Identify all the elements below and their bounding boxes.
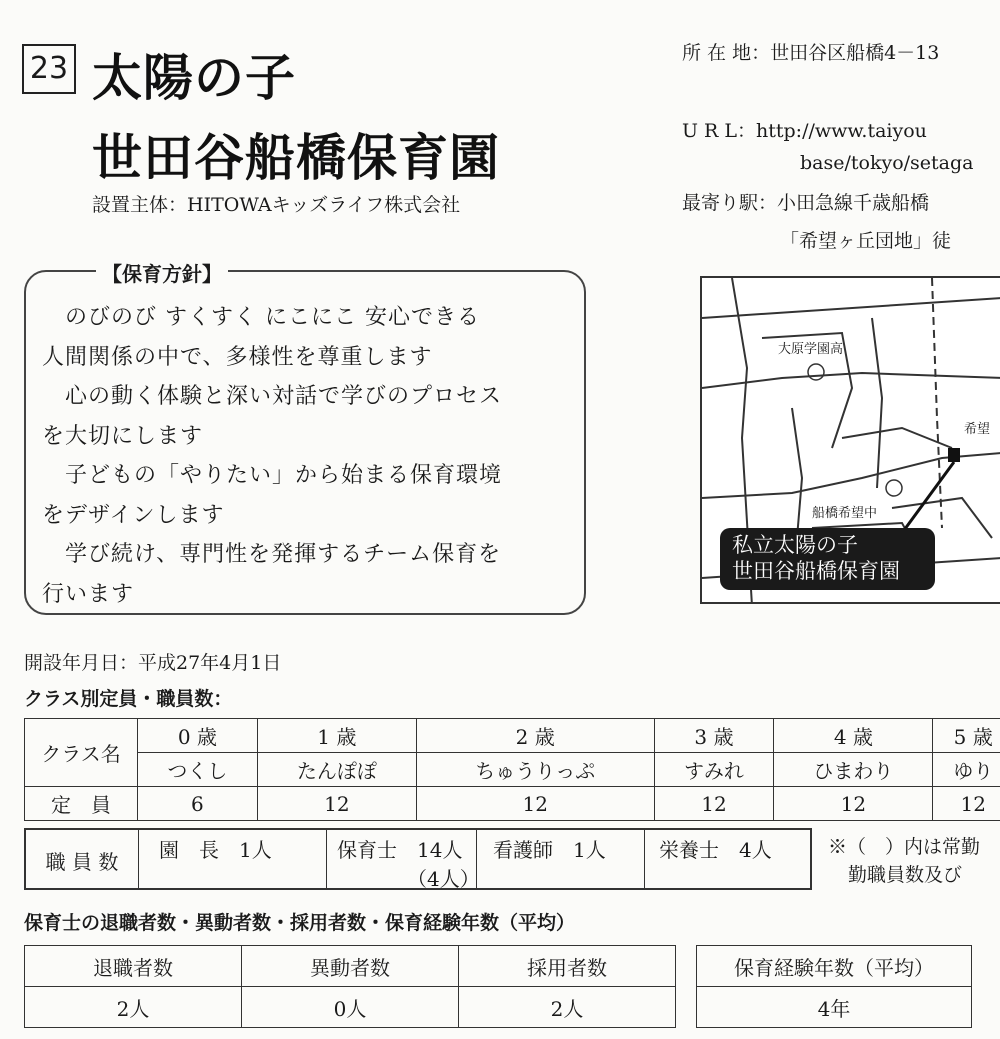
policy-line: 行います — [42, 581, 135, 607]
staff-nursery-teacher-count: 保育士 14人 — [337, 838, 463, 862]
station-line1: 最寄り駅：小田急線千歳船橋 — [682, 192, 930, 214]
address-text: 所 在 地：世田谷区船橋4－13 — [682, 42, 940, 64]
staff-note-line2: 勤職員数及び — [848, 864, 963, 886]
station-line2: 「希望ヶ丘団地」徒 — [780, 230, 952, 252]
map-label-school: 大原学園高 — [778, 342, 844, 357]
capacity-cell: 12 — [933, 787, 1000, 821]
age-cell: 4 歳 — [774, 719, 933, 753]
turnover-value: 2人 — [25, 987, 242, 1028]
turnover-value: 0人 — [242, 987, 459, 1028]
turnover-header: 異動者数 — [242, 946, 459, 987]
policy-line: 人間関係の中で、多様性を尊重します — [42, 344, 433, 370]
staff-nursery-teacher-sub: （4人） — [407, 867, 480, 891]
map-callout — [732, 532, 900, 584]
capacity-cell: 12 — [774, 787, 933, 821]
policy-heading: 【保育方針】 — [96, 258, 228, 287]
turnover-table — [24, 945, 676, 1028]
staff-director: 園 長 1人 — [138, 830, 326, 888]
operator-text: 設置主体：HITOWAキッズライフ株式会社 — [92, 194, 461, 216]
map-callout-line2: 世田谷船橋保育園 — [732, 559, 900, 583]
turnover-header: 退職者数 — [25, 946, 242, 987]
experience-table — [696, 945, 972, 1028]
turnover-heading: 保育士の退職者数・異動者数・採用者数・保育経験年数（平均） — [24, 912, 576, 934]
url-line2[interactable]: base/tokyo/setaga — [800, 152, 974, 174]
staff-nurse: 看護師 1人 — [476, 830, 644, 888]
turnover-value: 2人 — [459, 987, 676, 1028]
class-table — [24, 718, 1000, 821]
age-cell: 1 歳 — [257, 719, 416, 753]
policy-line: をデザインします — [42, 502, 225, 528]
policy-line: 学び続け、専門性を発揮するチーム保育を — [42, 542, 502, 567]
capacity-cell: 6 — [138, 787, 258, 821]
staff-nutritionist: 栄養士 4人 — [644, 830, 810, 888]
experience-header: 保育経験年数（平均） — [697, 946, 972, 987]
url-line1[interactable]: U R L：http://www.taiyou — [682, 120, 927, 142]
age-cell: 2 歳 — [416, 719, 654, 753]
map-callout-line1: 私立太陽の子 — [732, 533, 858, 557]
turnover-header: 採用者数 — [459, 946, 676, 987]
policy-line: のびのび すくすく にこにこ 安心できる — [42, 305, 480, 330]
page-title-line2: 世田谷船橋保育園 — [92, 129, 500, 187]
class-name-cell: すみれ — [654, 753, 774, 787]
staff-label: 職 員 数 — [45, 850, 119, 874]
entry-number: 23 — [22, 44, 76, 94]
experience-value: 4年 — [697, 987, 972, 1028]
staff-note-line1: ※（ ）内は常勤 — [828, 836, 981, 858]
location-map — [700, 276, 1000, 604]
age-cell: 3 歳 — [654, 719, 774, 753]
capacity-cell: 12 — [654, 787, 774, 821]
staff-box — [24, 828, 812, 890]
age-cell: 5 歳 — [933, 719, 1000, 753]
established-date: 開設年月日：平成27年4月1日 — [24, 652, 282, 674]
class-name-cell: ちゅうりっぷ — [416, 753, 654, 787]
class-name-cell: つくし — [138, 753, 258, 787]
capacity-cell: 12 — [416, 787, 654, 821]
capacity-cell: 12 — [257, 787, 416, 821]
staff-nursery-teacher — [326, 830, 480, 891]
capacity-header: 定 員 — [25, 787, 138, 821]
class-name-cell: たんぽぽ — [257, 753, 416, 787]
page-title-line1: 太陽の子 — [92, 49, 296, 107]
policy-line: を大切にします — [42, 423, 204, 449]
map-label-kibou: 希望 — [964, 422, 991, 437]
policy-text — [42, 298, 582, 614]
policy-line: 心の動く体験と深い対話で学びのプロセス — [42, 384, 503, 409]
class-name-cell: ゆり — [933, 753, 1000, 787]
class-heading: クラス別定員・職員数： — [24, 688, 233, 710]
policy-line: 子どもの「やりたい」から始まる保育環境 — [42, 463, 503, 488]
map-label-school2: 船橋希望中 — [812, 506, 878, 521]
age-cell: 0 歳 — [138, 719, 258, 753]
class-name-header: クラス名 — [25, 719, 138, 787]
class-name-cell: ひまわり — [774, 753, 933, 787]
